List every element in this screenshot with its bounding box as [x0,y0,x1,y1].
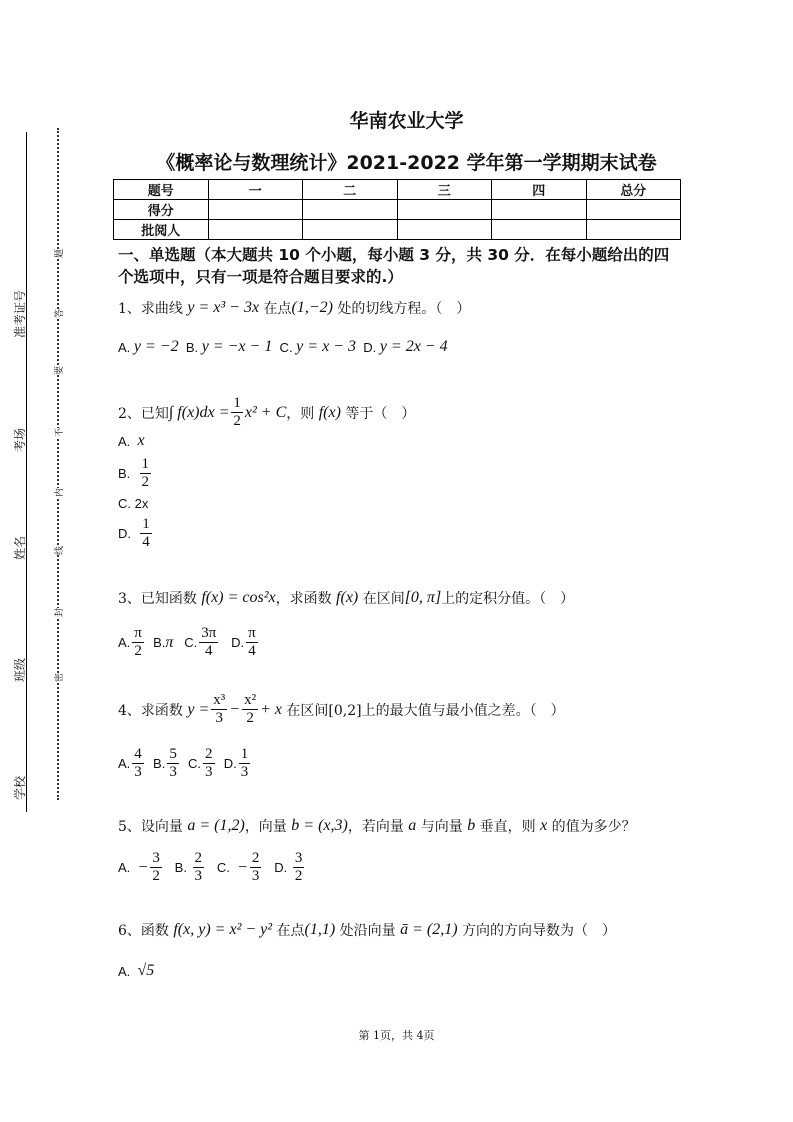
question-text: 处沿向量 [335,923,401,939]
math-expression: (1,1) [304,921,336,938]
denominator: 4 [142,534,150,550]
numerator: 3 [294,850,303,866]
option-label: C. [180,756,202,771]
math-expression: x [137,432,145,449]
numerator: 1 [240,746,249,762]
section-heading: 一、单选题（本大题共 10 个小题，每小题 3 分，共 30 分．在每小题给出的四个选项中，只有一项是符合题目要求的.） [118,246,670,286]
option-label: A. [118,433,138,449]
math-expression: − [237,858,248,876]
fraction [199,625,218,660]
math-expression: [0, π] [404,589,442,606]
grader-cell [208,220,303,240]
denominator: 3 [215,710,224,726]
seal-word: 题 [52,249,65,258]
math-expression: f(x) = cos²x [201,589,276,606]
fraction [132,625,144,660]
math-expression: ∫ f(x)dx = [168,403,230,421]
question-line [118,920,616,940]
grader-cell [586,220,681,240]
option-label: C. [206,860,238,875]
grader-row [114,220,681,240]
option-label: B. [145,756,166,771]
question-line [118,432,145,450]
fraction [242,692,258,727]
fraction [239,746,251,781]
numerator: x² [244,692,257,708]
numerator: 2 [205,746,213,762]
denominator: 4 [248,643,256,659]
margin-field-label: 学校 [13,775,27,800]
denominator: 3 [169,764,177,780]
option-label: B. [163,860,191,875]
option-label: B. [118,466,138,481]
question-text: 垂直，则 [475,819,541,835]
denominator: 3 [205,764,213,780]
score-cell [586,200,681,220]
math-expression: + x [260,700,282,718]
seal-word: 封 [52,608,65,617]
score-table [113,179,681,240]
margin-field-label: 班级 [13,657,27,682]
margin-underline [26,132,27,812]
page-footer: 第 1页，共 4页 [358,1029,435,1042]
fraction [140,456,152,491]
grader-cell [303,220,398,240]
exam-title: 《概率论与数理统计》2021-2022 学年第一学期期末试卷 [156,152,657,174]
header-cell: 三 [397,180,492,200]
fraction [193,850,205,885]
math-expression: b = (x,3) [291,817,348,834]
question-line [118,496,148,511]
denominator: 2 [134,643,142,659]
option-label: A. [118,339,134,355]
math-expression: x² + C [244,403,287,421]
option-label: A. [118,756,131,771]
option-label: C. 2x [118,496,149,511]
row-label: 批阅人 [114,220,209,240]
math-expression: y = −2 [133,338,179,355]
score-cell [397,200,492,220]
math-expression: f(x) [318,403,341,421]
score-cell [492,200,587,220]
header-cell: 四 [492,180,587,200]
question-text: 等于（ ） [340,405,416,422]
math-expression: − [229,700,241,718]
math-expression: f(x, y) = x² − y² [173,921,273,938]
grader-cell [492,220,587,240]
question-text: ，求函数 [275,591,337,607]
seal-word: 线 [52,546,65,555]
fraction [140,516,152,551]
numerator: 3π [201,625,217,641]
question-line [118,625,260,660]
math-expression: ā = (2,1) [400,921,458,938]
seal-dotted-line [57,128,59,800]
question-text: 3、已知函数 [118,591,202,607]
denominator: 2 [141,474,150,490]
numerator: 5 [169,746,177,762]
math-expression: x [540,817,548,834]
question-line [118,850,306,885]
denominator: 2 [294,868,303,884]
option-label: D. [220,635,245,650]
denominator: 3 [251,868,260,884]
fraction [246,625,258,660]
option-label: A. [118,963,138,979]
question-text: 的值为多少？ [547,819,636,835]
question-line [118,746,252,781]
header-cell: 题号 [114,180,209,200]
numerator: π [134,625,142,641]
margin-field-label: 准考证号 [13,289,27,338]
fraction [231,395,243,430]
question-text: ，则 [286,405,319,422]
denominator: 2 [233,413,241,429]
seal-word: 内 [52,488,65,497]
question-line [118,962,154,980]
row-label: 得分 [114,200,209,220]
denominator: 3 [134,764,142,780]
math-expression: a = (1,2) [187,817,245,834]
math-expression: y = 2x − 4 [379,338,448,355]
numerator: 1 [142,516,150,532]
question-text: 与向量 [416,819,468,835]
option-label: D. [118,526,139,541]
math-expression: − [137,858,149,876]
denominator: 2 [152,868,160,884]
option-label: D. [263,860,291,875]
math-expression: b [467,817,476,834]
numerator: 2 [251,850,260,866]
numerator: π [248,625,256,641]
denominator: 3 [240,764,249,780]
option-label: A. [118,860,138,875]
option-label: D. [355,339,380,355]
numerator: x³ [213,692,226,708]
question-text: 在区间[0,2]上的最大值与最小值之差。（ ） [281,702,565,719]
question-text: 处的切线方程。（ ） [332,301,471,317]
math-expression: (1,−2) [291,299,333,316]
question-line [118,588,574,608]
option-label: C. [173,635,198,650]
score-row [114,200,681,220]
math-expression: π [165,633,174,651]
fraction [132,746,144,781]
question-line [118,516,154,551]
question-text: 在点 [272,923,305,939]
seal-word: 密 [52,673,65,682]
numerator: 1 [141,456,150,472]
question-text: 方向的方向导数为（ ） [457,923,616,939]
option-label: C. [272,339,297,355]
option-label: A. [118,635,131,650]
fraction [203,746,215,781]
question-line [118,692,565,727]
option-label: D. [216,756,237,771]
question-text: ，若向量 [347,819,409,835]
score-cell [208,200,303,220]
fraction [167,746,179,781]
question-text: 6、函数 [118,923,174,939]
fraction [150,850,162,885]
math-expression: y = [187,700,210,718]
fraction [211,692,227,727]
numerator: 3 [152,850,160,866]
denominator: 4 [205,643,213,659]
question-line [118,338,448,356]
score-cell [303,200,398,220]
margin-field-label: 姓名 [13,535,27,560]
question-line [118,456,153,491]
grader-cell [397,220,492,240]
option-label: B. [145,635,166,650]
question-text: 5、设向量 [118,819,188,835]
question-line [118,298,470,318]
math-expression: y = x³ − 3x [187,299,260,316]
math-expression: a [408,817,417,834]
question-text: 在区间 [358,591,405,607]
math-expression: y = −x − 1 [201,338,273,355]
header-cell: 总分 [586,180,681,200]
margin-field-label: 考场 [13,427,27,452]
math-expression: f(x) [336,589,359,606]
score-table-header [114,180,681,200]
question-text: ，向量 [244,819,292,835]
question-text: 1、求曲线 [118,301,188,317]
fraction [250,850,262,885]
question-text: 4、求函数 [118,702,188,719]
seal-word: 答 [52,309,65,318]
numerator: 4 [134,746,142,762]
question-text: 在点 [259,301,292,317]
math-expression: y = x − 3 [296,338,356,355]
question-line [118,395,415,430]
denominator: 3 [194,868,203,884]
numerator: 2 [194,850,203,866]
header-cell: 二 [303,180,398,200]
denominator: 2 [246,710,254,726]
seal-word: 不 [52,428,65,437]
question-text: 2、已知 [118,405,169,422]
option-label: B. [178,339,202,355]
university-title: 华南农业大学 [349,110,464,132]
numerator: 1 [233,395,241,411]
question-text: 上的定积分值。（ ） [441,591,575,607]
fraction [293,850,305,885]
seal-word: 要 [52,366,65,375]
math-expression: √5 [137,962,155,979]
header-cell: 一 [208,180,303,200]
question-line [118,816,636,836]
